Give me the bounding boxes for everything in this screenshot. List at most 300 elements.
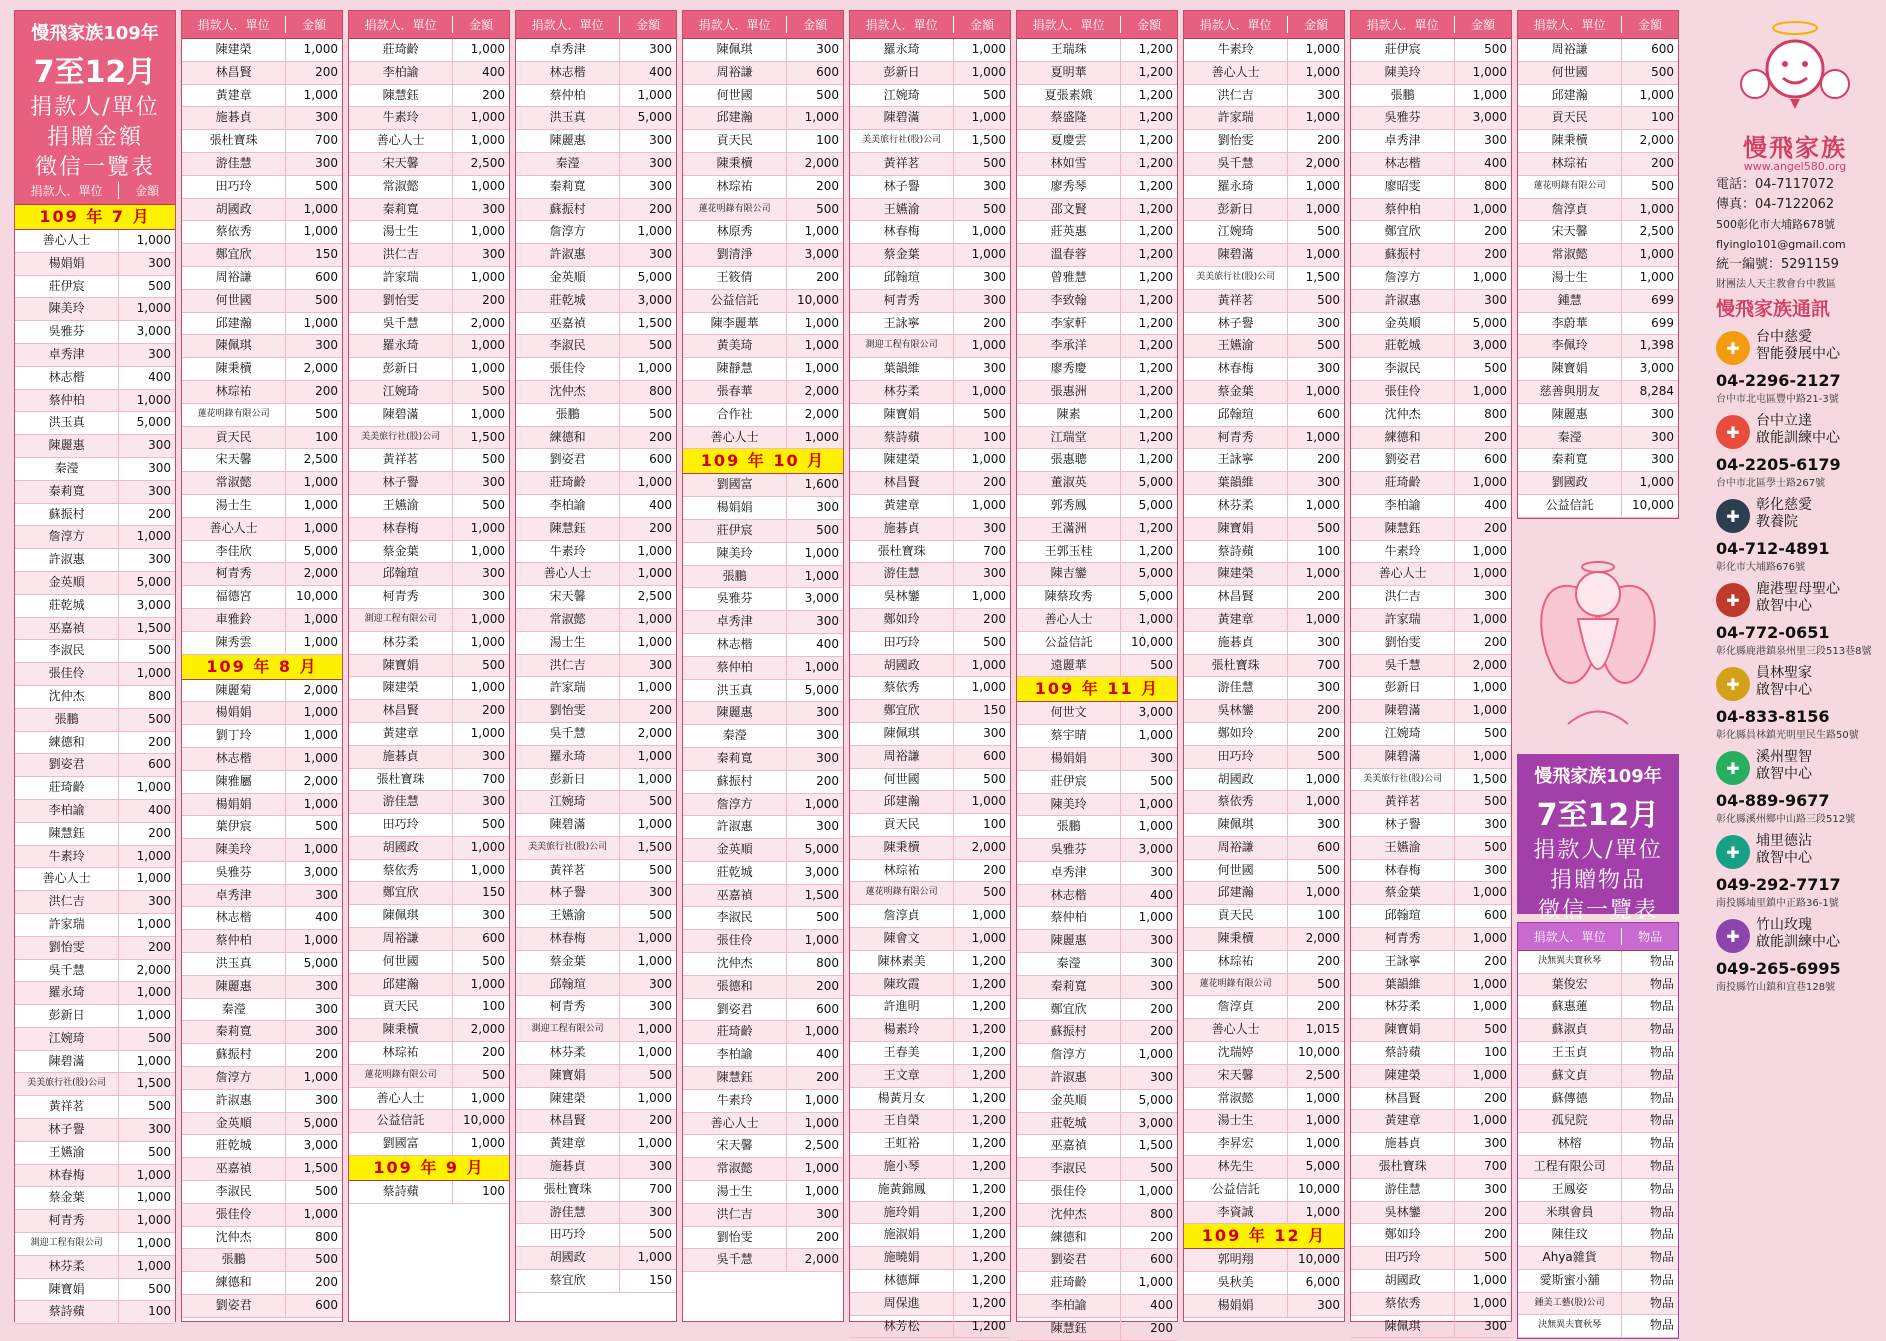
donation-amount: 物品: [1649, 999, 1674, 1014]
donation-amount: 1,000: [804, 1092, 839, 1107]
table-row: [516, 951, 676, 974]
section-jul: 109 年 7 月: [15, 205, 175, 230]
table-row: [683, 725, 843, 748]
donor-name: 楊娟娟: [182, 702, 286, 724]
donor-name: 陳慧鈺: [516, 518, 620, 540]
donation-amount: 1,200: [1138, 247, 1173, 262]
donor-name: 邵文賢: [1017, 199, 1121, 221]
table-row: [683, 1021, 843, 1044]
goods-title-line5: 徵信一覽表: [1537, 897, 1658, 923]
table-row: [1017, 999, 1177, 1022]
donor-name: 合作社: [683, 404, 787, 426]
donor-name: 彭新日: [516, 769, 620, 791]
table-row: [15, 321, 175, 344]
donor-name: 江婉琦: [349, 381, 453, 403]
table-row: [516, 1133, 676, 1156]
table-row: [15, 1187, 175, 1210]
donation-amount: 1,000: [470, 725, 505, 740]
donor-name: 劉國富: [683, 474, 787, 496]
table-row: [1017, 1272, 1177, 1295]
donor-name: 洪仁吉: [516, 655, 620, 677]
donor-name: 黃建章: [182, 85, 286, 107]
donor-name: 黃祥茗: [850, 153, 954, 175]
table-row: [850, 130, 1010, 153]
donor-name: 湯士生: [683, 1181, 787, 1203]
table-row: [1518, 244, 1678, 267]
donor-name: 沈仲杰: [1351, 404, 1455, 426]
donation-amount: 1,000: [136, 233, 171, 247]
donation-amount: 300: [1651, 406, 1674, 421]
donor-name: 柯青秀: [516, 996, 620, 1018]
donor-name: 葉伊宸: [182, 816, 286, 838]
donation-amount: 200: [1317, 452, 1340, 467]
donor-name: 牛素玲: [516, 541, 620, 563]
table-row: [1184, 905, 1344, 928]
donor-name: 林琮祐: [1518, 153, 1622, 175]
donation-amount: 300: [1317, 634, 1340, 649]
donor-name: 劉怡雯: [1184, 130, 1288, 152]
donation-amount: 1,000: [637, 87, 672, 102]
donation-amount: 500: [983, 87, 1006, 102]
donor-name: 張鵬: [1017, 816, 1121, 838]
donation-amount: 10,000: [296, 589, 338, 604]
table-row: [349, 449, 509, 472]
table-row: [15, 823, 175, 846]
donation-amount: 物品: [1649, 1158, 1674, 1173]
donation-column-5: [682, 10, 844, 1322]
branch-heading: [1712, 917, 1878, 953]
table-row: [683, 748, 843, 771]
donor-name: 宋天馨: [683, 1135, 787, 1157]
table-row: [1184, 85, 1344, 108]
table-row: [1351, 541, 1511, 564]
donor-name: 卓秀津: [1017, 862, 1121, 884]
table-row: [1518, 267, 1678, 290]
branch-heading: [1712, 413, 1878, 449]
donor-name: 林芬柔: [516, 1042, 620, 1064]
donor-name: 林琮祐: [683, 176, 787, 198]
table-row: [683, 381, 843, 404]
table-row: [1518, 85, 1678, 108]
donation-amount: 300: [1651, 452, 1674, 467]
table-row: [349, 153, 509, 176]
donation-amount: 1,000: [470, 862, 505, 877]
donation-amount: 100: [983, 429, 1006, 444]
donor-name: 莊伊宸: [15, 276, 119, 298]
donor-name: 貢天民: [683, 130, 787, 152]
section-header: 109 年 11 月: [1017, 677, 1177, 702]
donation-amount: 500: [482, 383, 505, 398]
donation-amount: 1,000: [804, 659, 839, 674]
donation-amount: 1,000: [637, 771, 672, 786]
table-row: [683, 335, 843, 358]
donation-amount: 1,200: [971, 1022, 1006, 1037]
donor-name: 張杜寶珠: [1351, 1156, 1455, 1178]
donation-amount: 400: [649, 64, 672, 79]
donation-amount: 500: [148, 643, 171, 658]
donor-name: 張杜寶珠: [850, 541, 954, 563]
table-row: [850, 1270, 1010, 1293]
donation-amount: 1,000: [1472, 269, 1507, 284]
donation-amount: 1,000: [136, 780, 171, 795]
donation-amount: 200: [1150, 1229, 1173, 1244]
table-row: [1184, 1019, 1344, 1042]
donation-amount: 物品: [1649, 1067, 1674, 1082]
table-row: [1184, 130, 1344, 153]
table-row: [1184, 518, 1344, 541]
donor-name: 洪玉真: [15, 412, 119, 434]
table-row: [683, 1067, 843, 1090]
table-row: [683, 1090, 843, 1113]
table-row: [1184, 951, 1344, 974]
donor-name: 王嬿渝: [1184, 335, 1288, 357]
donor-name: 胡國政: [850, 655, 954, 677]
donor-name: 胡國政: [1351, 1270, 1455, 1292]
branch-phone: 04-2205-6179: [1716, 455, 1841, 474]
donor-name: 詹淳方: [683, 794, 787, 816]
donor-name: 莊伊宸: [683, 520, 787, 542]
donor-name: 張德和: [683, 976, 787, 998]
table-row: [516, 996, 676, 1019]
branch-phone: 049-265-6995: [1716, 959, 1841, 978]
donation-amount: 2,000: [1472, 657, 1507, 672]
table-row: [1017, 518, 1177, 541]
table-row: [516, 563, 676, 586]
donor-name: 宋天馨: [516, 586, 620, 608]
table-row: [683, 130, 843, 153]
donation-amount: 700: [1317, 657, 1340, 672]
donation-amount: 500: [1317, 976, 1340, 991]
donation-amount: 300: [816, 42, 839, 56]
donor-name: 張鵬: [15, 709, 119, 731]
donation-amount: 1,000: [971, 794, 1006, 809]
donor-name: 王嬿渝: [15, 1142, 119, 1164]
donation-amount: 600: [1484, 908, 1507, 923]
donation-amount: 300: [649, 155, 672, 170]
donation-amount: 500: [649, 1227, 672, 1242]
table-row: [1518, 1293, 1678, 1316]
table-row: [1184, 62, 1344, 85]
table-row: [349, 723, 509, 746]
donor-name: 許淑惠: [15, 549, 119, 571]
donor-name: 劉怡雯: [683, 1227, 787, 1249]
donation-amount: 1,000: [804, 1184, 839, 1199]
table-row: [850, 791, 1010, 814]
table-row: [182, 427, 342, 450]
table-row: [850, 449, 1010, 472]
donation-amount: 1,000: [136, 1008, 171, 1023]
donation-amount: 300: [482, 201, 505, 216]
table-row: [1017, 839, 1177, 862]
table-row: [182, 609, 342, 632]
donation-amount: 1,000: [470, 680, 505, 695]
donation-amount: 1,200: [1138, 383, 1173, 398]
donation-amount: 1,200: [971, 1113, 1006, 1128]
donor-name: 柯青秀: [1351, 928, 1455, 950]
table-row: [182, 199, 342, 222]
table-row: [683, 1158, 843, 1181]
table-row: [1351, 153, 1511, 176]
donation-amount: 1,000: [637, 475, 672, 490]
donor-list: [1351, 39, 1511, 1338]
table-row: [516, 176, 676, 199]
donor-name: 林昌賢: [1351, 1088, 1455, 1110]
table-row: [516, 130, 676, 153]
table-row: [182, 1158, 342, 1181]
donor-name: 常淑懿: [349, 176, 453, 198]
donor-name: 許家瑞: [516, 677, 620, 699]
table-row: [1017, 221, 1177, 244]
table-row: [1017, 794, 1177, 817]
donor-name: 周裕謙: [1184, 837, 1288, 859]
donation-amount: 300: [649, 42, 672, 56]
table-row: [516, 404, 676, 427]
table-row: [182, 930, 342, 953]
donation-amount: 300: [148, 552, 171, 567]
table-row: [1351, 563, 1511, 586]
table-row: [1017, 313, 1177, 336]
branch-heading: [1712, 581, 1878, 617]
table-row: [349, 290, 509, 313]
branch-name-line2: 啟能訓練中心: [1756, 430, 1840, 446]
donation-amount: 200: [148, 506, 171, 521]
donor-name: 溫春蓉: [1017, 244, 1121, 266]
donation-amount: 1,000: [971, 589, 1006, 604]
table-row: [850, 837, 1010, 860]
table-row: [683, 1204, 843, 1227]
donation-amount: 2,500: [470, 155, 505, 170]
donation-amount: 300: [482, 475, 505, 490]
donor-name: 莊乾城: [516, 290, 620, 312]
donation-amount: 200: [482, 1045, 505, 1060]
table-row: [182, 999, 342, 1022]
donor-name: 蔡金葉: [1184, 381, 1288, 403]
donor-name: 愛斯蜜小舖: [1518, 1270, 1622, 1292]
table-row: [15, 937, 175, 960]
donation-amount: 1,000: [804, 338, 839, 353]
tel: 電話：04-7117072: [1716, 177, 1835, 192]
donation-amount: 1,200: [1138, 178, 1173, 193]
donor-name: 王虹裕: [850, 1133, 954, 1155]
donation-amount: 800: [649, 383, 672, 398]
table-row: [349, 860, 509, 883]
table-row: [850, 472, 1010, 495]
donor-name: 施玲娟: [850, 1202, 954, 1224]
table-row: [349, 244, 509, 267]
donation-amount: 2,000: [470, 1022, 505, 1037]
donor-name: 林芬柔: [15, 1256, 119, 1278]
donation-amount: 5,000: [1138, 589, 1173, 604]
donor-name: 王鳳姿: [1518, 1179, 1622, 1201]
donation-amount: 200: [1317, 725, 1340, 740]
table-row: [1518, 951, 1678, 974]
donation-amount: 1,000: [1472, 543, 1507, 558]
donor-name: 劉姿君: [683, 999, 787, 1021]
donation-amount: 400: [482, 64, 505, 79]
table-row: [15, 1096, 175, 1119]
donor-name: 善心人士: [349, 1088, 453, 1110]
donation-amount: 100: [482, 1184, 505, 1199]
donation-amount: 1,000: [1305, 611, 1340, 626]
donor-name: 吳雅芬: [683, 588, 787, 610]
donor-name: 施碁貞: [349, 746, 453, 768]
table-row: [349, 107, 509, 130]
donor-name: 牛素玲: [349, 107, 453, 129]
table-row: [850, 313, 1010, 336]
table-row: [850, 153, 1010, 176]
donor-name: 劉怡雯: [349, 290, 453, 312]
header-donor: 捐款人．單位: [349, 16, 453, 33]
table-row: [15, 549, 175, 572]
donation-amount: 1,000: [1639, 87, 1674, 102]
table-row: [1184, 974, 1344, 997]
donor-name: 張惠洲: [1017, 381, 1121, 403]
table-row: [1017, 176, 1177, 199]
donation-amount: 3,000: [1138, 1115, 1173, 1130]
table-row: [349, 882, 509, 905]
donor-name: 黃祥茗: [349, 449, 453, 471]
table-row: [516, 677, 676, 700]
table-row: [182, 221, 342, 244]
donor-name: 蘇振村: [683, 771, 787, 793]
donation-amount: 200: [1317, 703, 1340, 718]
table-row: [182, 907, 342, 930]
table-row: [1351, 199, 1511, 222]
donor-name: 施碁貞: [1184, 632, 1288, 654]
table-row: [850, 267, 1010, 290]
donation-amount: 1,000: [470, 1136, 505, 1151]
table-row: [1351, 791, 1511, 814]
table-row: [1184, 814, 1344, 837]
table-row: [349, 518, 509, 541]
donor-name: 蘇振村: [1351, 244, 1455, 266]
donor-name: 江婉琦: [1184, 221, 1288, 243]
table-header: [516, 11, 676, 39]
donor-name: 黃祥茗: [516, 860, 620, 882]
donation-amount: 600: [315, 1298, 338, 1313]
table-row: [15, 1119, 175, 1142]
donation-amount: 2,000: [971, 839, 1006, 854]
donation-amount: 1,000: [1305, 1113, 1340, 1128]
table-row: [516, 472, 676, 495]
donation-amount: 300: [1150, 978, 1173, 993]
donor-name: 張惠聰: [1017, 449, 1121, 471]
donor-name: 林志楷: [182, 907, 286, 929]
donor-name: 詹淳方: [1351, 267, 1455, 289]
donation-amount: 5,000: [136, 415, 171, 430]
table-row: [516, 905, 676, 928]
donor-name: 彭新日: [349, 358, 453, 380]
donation-amount: 400: [1484, 155, 1507, 170]
table-row: [1017, 62, 1177, 85]
donor-name: 常淑懿: [683, 1158, 787, 1180]
donor-name: 張佳伶: [1017, 1181, 1121, 1203]
donor-list: [15, 230, 175, 1324]
table-row: [516, 655, 676, 678]
table-row: [850, 609, 1010, 632]
donor-name: 蔡仲柏: [683, 657, 787, 679]
donation-amount: 150: [983, 703, 1006, 718]
table-row: [1184, 655, 1344, 678]
table-row: [1351, 130, 1511, 153]
donor-name: 貢天民: [349, 996, 453, 1018]
donation-amount: 2,000: [136, 962, 171, 977]
table-row: [850, 1247, 1010, 1270]
donor-name: 邱建瀚: [1518, 85, 1622, 107]
donation-amount: 600: [816, 1001, 839, 1016]
donation-amount: 200: [1150, 1024, 1173, 1039]
donation-amount: 500: [1484, 42, 1507, 56]
donation-amount: 600: [148, 757, 171, 772]
branch-logo-icon: ✚: [1716, 583, 1750, 617]
branch-name: [1756, 413, 1840, 449]
table-row: [1017, 632, 1177, 655]
table-row: [1184, 358, 1344, 381]
table-row: [683, 1249, 843, 1272]
table-row: [516, 746, 676, 769]
donor-name: 江婉琦: [15, 1028, 119, 1050]
donation-amount: 5,000: [136, 574, 171, 589]
donation-column-2: [181, 10, 343, 1322]
title-line2: 7至12月: [33, 55, 157, 90]
donor-name: 羅永琦: [15, 982, 119, 1004]
donor-name: 胡國政: [516, 1247, 620, 1269]
donor-name: 李淑民: [683, 907, 787, 929]
table-row: [850, 427, 1010, 450]
donation-amount: 1,000: [1138, 910, 1173, 925]
table-row: [516, 1224, 676, 1247]
donation-amount: 200: [148, 825, 171, 840]
table-row: [1017, 885, 1177, 908]
table-row: [516, 153, 676, 176]
donor-name: 巫嘉禎: [516, 313, 620, 335]
donation-amount: 300: [816, 728, 839, 743]
table-row: [516, 1088, 676, 1111]
table-row: [683, 1181, 843, 1204]
donation-amount: 300: [1150, 956, 1173, 971]
table-row: [850, 905, 1010, 928]
branch-phone: 04-833-8156: [1716, 707, 1830, 726]
donation-amount: 1,000: [1472, 1295, 1507, 1310]
donor-name: 楊素玲: [850, 1019, 954, 1041]
donation-amount: 500: [482, 497, 505, 512]
table-row: [683, 953, 843, 976]
donor-name: 陳寶娟: [349, 655, 453, 677]
donor-name: 黃建章: [1184, 609, 1288, 631]
table-row: [1017, 953, 1177, 976]
donation-amount: 1,000: [1138, 1047, 1173, 1062]
branch-name-line2: 啟智中心: [1756, 766, 1812, 782]
donor-name: 巫嘉禎: [15, 618, 119, 640]
donor-name: 劉怡雯: [516, 700, 620, 722]
table-row: [1351, 951, 1511, 974]
donor-name: 劉國政: [1518, 472, 1622, 494]
donor-name: 蓮花明錄有限公司: [1184, 974, 1288, 996]
table-row: [1351, 449, 1511, 472]
table-row: [1351, 1088, 1511, 1111]
table-row: [1184, 1133, 1344, 1156]
donor-name: 鄭宜欣: [1351, 221, 1455, 243]
donation-amount: 300: [1317, 680, 1340, 695]
donor-name: 蘇傳德: [1518, 1088, 1622, 1110]
donor-name: 許進明: [850, 996, 954, 1018]
donor-name: 金英順: [15, 572, 119, 594]
donor-name: 陳碧滿: [1351, 746, 1455, 768]
header-amount: 金額: [636, 18, 661, 32]
table-row: [850, 563, 1010, 586]
table-row: [850, 39, 1010, 62]
table-row: [1351, 1293, 1511, 1316]
